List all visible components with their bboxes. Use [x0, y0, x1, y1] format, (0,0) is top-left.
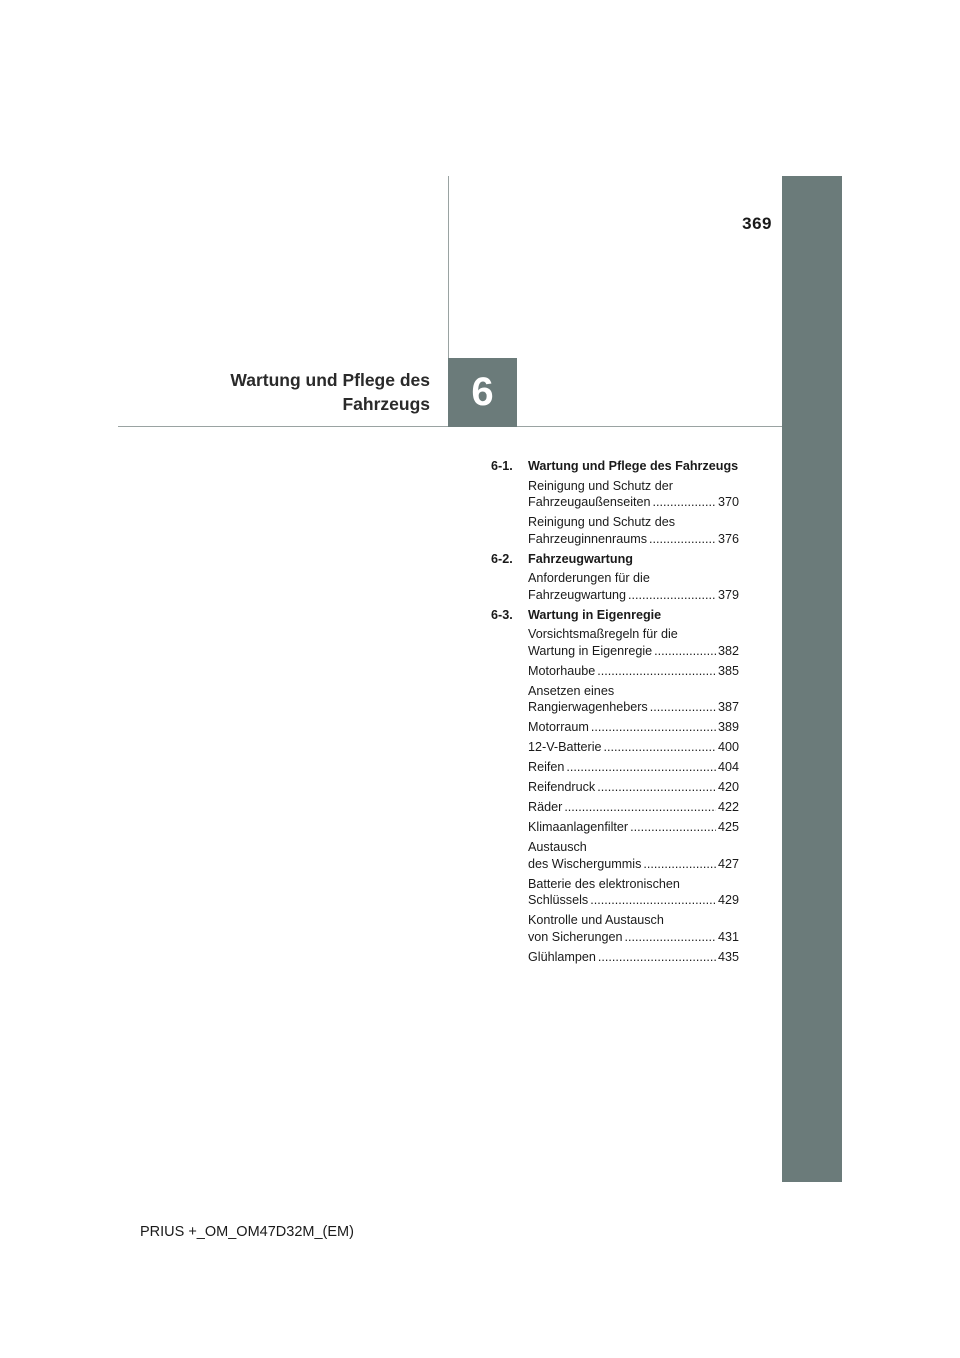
toc-entry-title: Reifen [528, 760, 565, 774]
toc-entry[interactable] [528, 799, 739, 816]
dot-leader [591, 719, 716, 736]
toc-entry-page: 429 [717, 893, 739, 907]
toc-entry[interactable] [528, 739, 739, 756]
toc-entry-leader-line [528, 719, 739, 736]
toc-entry-title: von Sicherungen [528, 929, 623, 944]
dot-leader [649, 531, 716, 548]
toc-entry-page: 370 [717, 495, 739, 509]
toc-section-number: 6-1. [491, 459, 513, 473]
toc-entry-leader-line [528, 949, 739, 966]
toc-section-number: 6-3. [491, 607, 513, 622]
toc-entry[interactable] [528, 683, 739, 716]
dot-leader [590, 892, 716, 909]
toc-entry-line: Ansetzen eines [528, 683, 615, 698]
toc-entry-leader-line [528, 929, 739, 946]
toc-entry-title: Klimaanlagenfilter [528, 820, 629, 834]
toc-entry-line: Anforderungen für die [528, 571, 650, 585]
toc-entry[interactable] [528, 912, 739, 945]
toc-section-title: Wartung in Eigenregie [528, 607, 662, 622]
toc-entry-page: 385 [717, 663, 739, 678]
toc-entry-leader-line [528, 531, 739, 548]
toc-entry-line: Batterie des elektronischen [528, 876, 680, 891]
toc-entry-title: Räder [528, 800, 563, 814]
toc-entry[interactable] [528, 570, 739, 603]
dot-leader [625, 929, 716, 946]
toc-entry-page: 379 [717, 587, 739, 602]
toc-entry-line: Austausch [528, 840, 587, 854]
toc-entry-page: 427 [717, 856, 739, 871]
chapter-title-line: Wartung und Pflege des [230, 370, 430, 390]
table-of-contents [491, 458, 739, 969]
toc-section [491, 458, 739, 547]
toc-section-title: Fahrzeugwartung [528, 551, 633, 566]
toc-entry[interactable] [528, 663, 739, 680]
toc-entry-title: Fahrzeuginnenraums [528, 531, 648, 546]
toc-entry-page: 400 [717, 740, 739, 754]
toc-entry-title: Motorhaube [528, 663, 596, 678]
toc-entry-leader-line [528, 699, 739, 716]
toc-section-title: Wartung und Pflege des Fahrzeugs [528, 459, 739, 473]
toc-section [491, 607, 739, 966]
toc-entry-page: 382 [717, 643, 739, 658]
footer-doc-code: PRIUS +_OM_OM47D32M_(EM) [140, 1224, 354, 1240]
toc-entry-title: Motorraum [528, 720, 589, 734]
toc-entry-title: Schlüssels [528, 893, 589, 907]
toc-entry-leader-line [528, 819, 739, 836]
toc-section-heading[interactable] [491, 458, 739, 475]
toc-entry-title: Fahrzeugaußenseiten [528, 495, 651, 509]
toc-entry-leader-line [528, 779, 739, 796]
toc-entry-page: 420 [717, 780, 739, 794]
chapter-title [230, 368, 430, 416]
toc-entry-line: Reinigung und Schutz der [528, 478, 673, 493]
toc-entry[interactable] [528, 949, 739, 966]
toc-entry-page: 389 [717, 720, 739, 734]
toc-entry-page: 404 [717, 760, 739, 774]
toc-entry-page: 435 [717, 949, 739, 964]
toc-entry-line: Kontrolle und Austausch [528, 913, 664, 927]
toc-entry-page: 422 [717, 800, 739, 814]
toc-entry-page: 431 [717, 929, 739, 944]
toc-entry-title: des Wischergummis [528, 856, 642, 871]
toc-entry[interactable] [528, 719, 739, 736]
toc-entry-leader-line [528, 856, 739, 873]
chapter-number-box [448, 358, 517, 427]
toc-section-heading[interactable] [491, 607, 739, 624]
toc-entry[interactable] [528, 514, 739, 547]
toc-section-number: 6-2. [491, 551, 513, 566]
dot-leader [564, 799, 716, 816]
toc-entry[interactable] [528, 759, 739, 776]
dot-leader [597, 663, 716, 680]
chapter-title-line: Fahrzeugs [342, 394, 430, 414]
toc-entry-title: Glühlampen [528, 949, 596, 964]
dot-leader [643, 856, 716, 873]
toc-entry[interactable] [528, 839, 739, 872]
toc-entry-leader-line [528, 587, 739, 604]
toc-entry-page: 425 [717, 820, 739, 834]
page-number: 369 [742, 214, 772, 233]
toc-entry-title: Wartung in Eigenregie [528, 643, 653, 658]
toc-entry-line: Reinigung und Schutz des [528, 515, 676, 529]
dot-leader [597, 779, 716, 796]
vertical-rule [448, 176, 449, 358]
toc-entry-leader-line [528, 799, 739, 816]
dot-leader [654, 643, 716, 660]
toc-entry[interactable] [528, 478, 739, 511]
dot-leader [630, 819, 716, 836]
toc-entry-leader-line [528, 643, 739, 660]
toc-entry[interactable] [528, 626, 739, 659]
dot-leader [604, 739, 716, 756]
toc-entry[interactable] [528, 876, 739, 909]
chapter-number: 6 [471, 370, 494, 414]
toc-entry-page: 387 [717, 700, 739, 714]
toc-section [491, 551, 739, 604]
toc-entry-line: Vorsichtsmaßregeln für die [528, 627, 678, 641]
dot-leader [566, 759, 716, 776]
dot-leader [653, 494, 716, 511]
toc-entry-title: Reifendruck [528, 780, 596, 794]
toc-entry-leader-line [528, 739, 739, 756]
toc-entry-leader-line [528, 759, 739, 776]
toc-entry-page: 376 [717, 531, 739, 546]
dot-leader [628, 587, 716, 604]
toc-entry[interactable] [528, 779, 739, 796]
toc-entry[interactable] [528, 819, 739, 836]
toc-entry-leader-line [528, 494, 739, 511]
toc-section-heading[interactable] [491, 551, 739, 568]
side-chapter-tab [782, 176, 842, 1182]
toc-entry-title: Fahrzeugwartung [528, 587, 627, 602]
toc-entry-leader-line [528, 663, 739, 680]
toc-entry-leader-line [528, 892, 739, 909]
toc-entry-title: 12-V-Batterie [528, 740, 602, 754]
toc-entry-title: Rangierwagenhebers [528, 700, 648, 714]
dot-leader [650, 699, 716, 716]
dot-leader [598, 949, 716, 966]
